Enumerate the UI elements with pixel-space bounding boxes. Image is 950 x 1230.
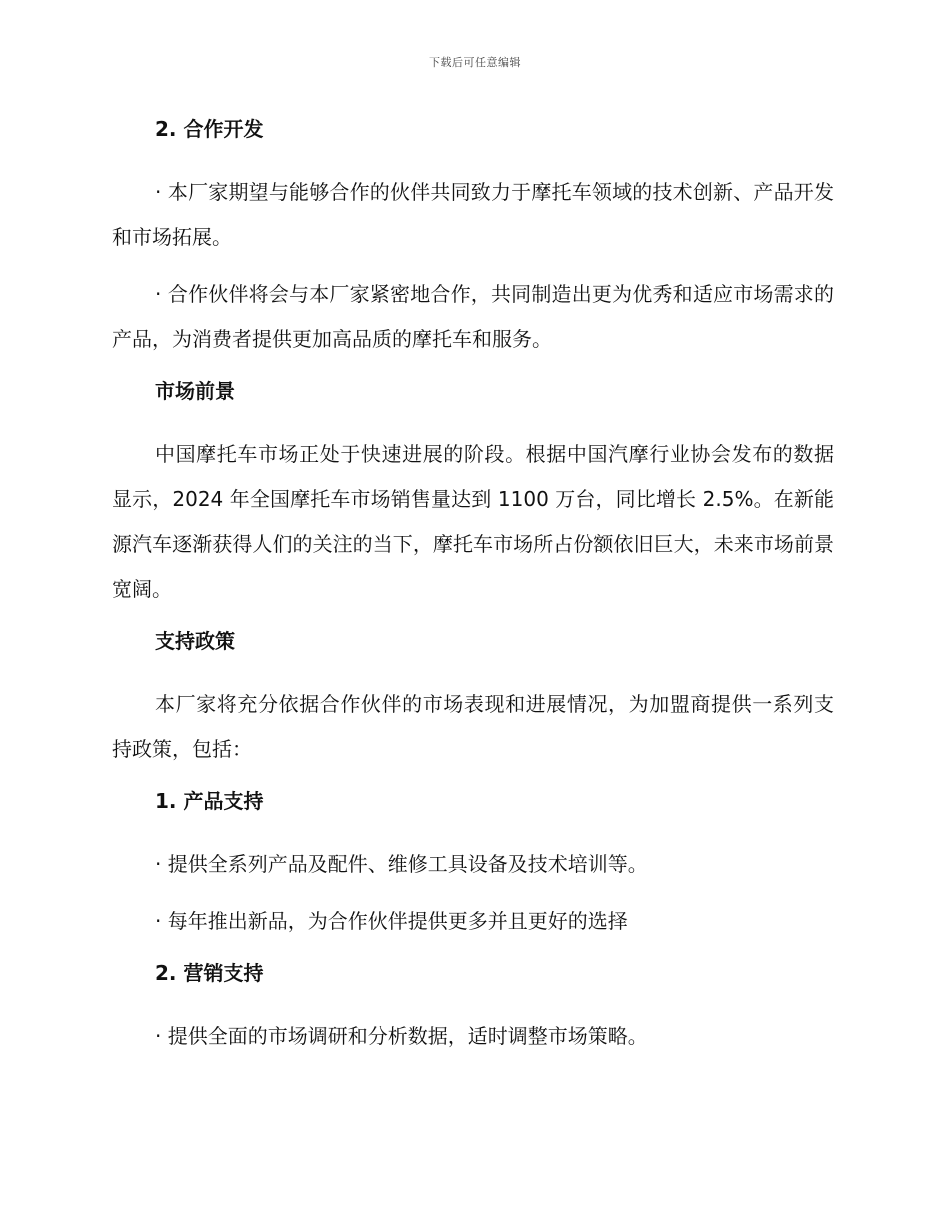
page-header-note: 下载后可任意编辑 xyxy=(429,56,521,69)
section-heading-market-outlook: 市场前景 xyxy=(155,379,235,403)
subsection-heading-marketing-support: 2. 营销支持 xyxy=(155,961,264,985)
bullet-paragraph: · 提供全面的市场调研和分析数据，适时调整市场策略。 xyxy=(155,1024,648,1048)
bullet-paragraph: · 提供全系列产品及配件、维修工具设备及技术培训等。 xyxy=(155,852,648,876)
bullet-paragraph: · 合作伙伴将会与本厂家紧密地合作，共同制造出更为优秀和适应市场需求的产品，为消费者提供更加高品质的摩托车和服务。 xyxy=(112,282,834,351)
section-heading-support-policy: 支持政策 xyxy=(155,629,235,653)
document-body xyxy=(112,112,834,1071)
body-paragraph: 本厂家将充分依据合作伙伴的市场表现和进展情况，为加盟商提供一系列支持政策，包括： xyxy=(112,692,834,761)
subsection-heading-product-support: 1. 产品支持 xyxy=(155,789,264,813)
body-paragraph: 中国摩托车市场正处于快速进展的阶段。根据中国汽摩行业协会发布的数据显示，2024 年全国摩托车市场销售量达到 1100 万台，同比增长 2.5%。在新能源汽车逐渐获得人们的关注的当下，摩托车市场所占份额依旧巨大，未来市场前景宽阔。 xyxy=(112,442,834,601)
bullet-paragraph: · 本厂家期望与能够合作的伙伴共同致力于摩托车领域的技术创新、产品开发和市场拓展。 xyxy=(112,180,834,249)
bullet-paragraph: · 每年推出新品，为合作伙伴提供更多并且更好的选择 xyxy=(155,909,628,933)
section-heading-cooperative-development: 2. 合作开发 xyxy=(155,117,264,141)
